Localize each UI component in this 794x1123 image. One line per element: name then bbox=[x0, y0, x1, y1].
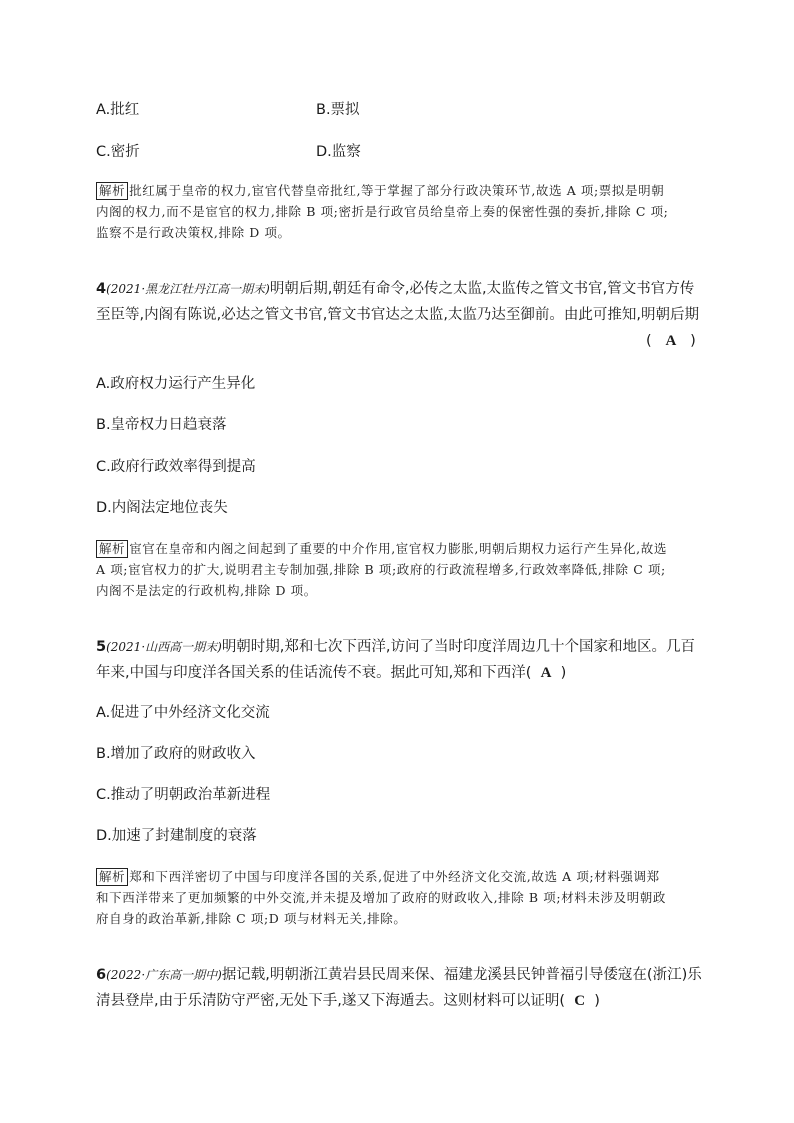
q3-option-a: A.批红 bbox=[96, 102, 140, 118]
q6-answer-close: ) bbox=[594, 993, 600, 1009]
q4-stem-line-2: 至臣等,内阁有陈说,必达之管文书官,管文书官达之太监,太监乃达至御前。由此可推知,明朝后期 bbox=[96, 307, 700, 323]
q5-option-a: A.促进了中外经济文化交流 bbox=[96, 705, 270, 721]
q5-option-c: C.推动了明朝政治革新进程 bbox=[96, 787, 271, 803]
q4-explanation bbox=[96, 538, 698, 601]
q5-answer: A bbox=[540, 665, 552, 681]
q3-explanation bbox=[96, 180, 698, 243]
q4-stem-text-1: 明朝后期,朝廷有命令,必传之太监,太监传之管文书官,管文书官方传 bbox=[269, 281, 695, 297]
q3-option-c: C.密折 bbox=[96, 144, 140, 160]
q5-stem-line-1 bbox=[96, 637, 695, 657]
q3-option-b: B.票拟 bbox=[316, 102, 360, 118]
q5-source: (2021·山西高一期末) bbox=[106, 640, 222, 654]
q6-source: (2022·广东高一期中) bbox=[106, 968, 222, 982]
q5-stem-text-1: 明朝时期,郑和七次下西洋,访问了当时印度洋周边几十个国家和地区。几百 bbox=[221, 639, 696, 655]
q4-option-d: D.内阁法定地位丧失 bbox=[96, 500, 228, 516]
q4-option-b: B.皇帝权力日趋衰落 bbox=[96, 417, 227, 433]
q4-number: 4 bbox=[96, 281, 107, 297]
explanation-tag: 解析 bbox=[96, 182, 128, 200]
q4-option-c: C.政府行政效率得到提高 bbox=[96, 459, 256, 475]
q4-answer-open: ( bbox=[646, 333, 652, 349]
q5-explanation-line-1: 郑和下西洋密切了中国与印度洋各国的关系,促进了中外经济文化交流,故选 A 项;材料强调郑 bbox=[129, 869, 660, 884]
q4-explanation-line-3: 内阁不是法定的行政机构,排除 D 项。 bbox=[96, 583, 317, 598]
q4-stem-line-1 bbox=[96, 279, 694, 299]
q3-explanation-line-1: 批红属于皇帝的权力,宦官代替皇帝批红,等于掌握了部分行政决策环节,故选 A 项;票拟是明朝 bbox=[129, 183, 665, 198]
q4-answer: A bbox=[665, 333, 677, 349]
q5-number: 5 bbox=[96, 639, 107, 655]
q5-option-d: D.加速了封建制度的衰落 bbox=[96, 828, 257, 844]
q3-options-row-1 bbox=[96, 100, 360, 120]
q3-explanation-line-3: 监察不是行政决策权,排除 D 项。 bbox=[96, 225, 291, 240]
q5-explanation bbox=[96, 866, 698, 929]
q5-stem-text-2: 年来,中国与印度洋各国关系的佳话流传不衰。据此可知,郑和下西洋( bbox=[96, 665, 532, 681]
q6-stem-text-1: 据记载,明朝浙江黄岩县民周来保、福建龙溪县民钟普福引导倭寇在(浙江)乐 bbox=[221, 967, 702, 983]
q4-option-a: A.政府权力运行产生异化 bbox=[96, 376, 256, 392]
q6-stem-line-1 bbox=[96, 965, 702, 985]
q4-explanation-line-2: A 项;宦官权力的扩大,说明君主专制加强,排除 B 项;政府的行政流程增多,行政效率降低,排除 C 项; bbox=[96, 562, 666, 577]
q4-answer-block bbox=[646, 333, 696, 350]
q4-source: (2021·黑龙江牡丹江高一期末) bbox=[106, 282, 270, 296]
q5-answer-close: ) bbox=[560, 665, 567, 681]
q5-stem-line-2 bbox=[96, 663, 566, 683]
q6-stem-line-2 bbox=[96, 991, 600, 1011]
q6-answer: C bbox=[574, 993, 586, 1009]
q5-option-b: B.增加了政府的财政收入 bbox=[96, 746, 256, 762]
explanation-tag: 解析 bbox=[96, 868, 128, 886]
q3-option-d: D.监察 bbox=[316, 144, 361, 160]
q3-explanation-line-2: 内阁的权力,而不是宦官的权力,排除 B 项;密折是行政官员给皇帝上奏的保密性强的奏折,排除 C 项; bbox=[96, 204, 669, 219]
q3-options-row-2 bbox=[96, 142, 361, 162]
q5-explanation-line-2: 和下西洋带来了更加频繁的中外交流,并未提及增加了政府的财政收入,排除 B 项;材料未涉及明朝政 bbox=[96, 890, 666, 905]
explanation-tag: 解析 bbox=[96, 540, 128, 558]
q6-number: 6 bbox=[96, 967, 107, 983]
q4-answer-close: ) bbox=[690, 333, 696, 349]
q6-stem-text-2: 清县登岸,由于乐清防守严密,无处下手,遂又下海遁去。这则材料可以证明( bbox=[96, 993, 565, 1009]
q4-explanation-line-1: 宦官在皇帝和内阁之间起到了重要的中介作用,宦官权力膨胀,明朝后期权力运行产生异化,故选 bbox=[129, 541, 667, 556]
q5-explanation-line-3: 府自身的政治革新,排除 C 项;D 项与材料无关,排除。 bbox=[96, 911, 407, 926]
